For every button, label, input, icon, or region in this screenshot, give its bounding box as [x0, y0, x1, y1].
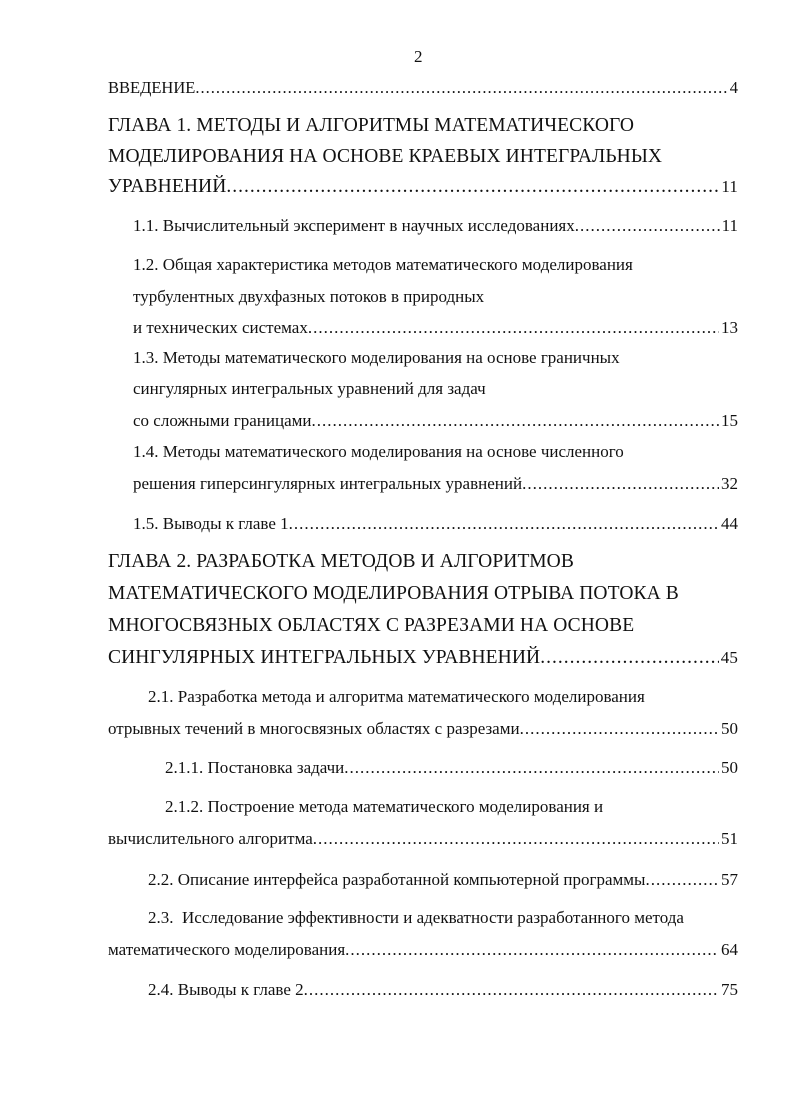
toc-title: 2.2. Описание интерфейса разработанной компьютерной программы — [148, 870, 646, 889]
toc-title: решения гиперсингулярных интегральных уравнений — [133, 474, 523, 493]
toc-entry-1-4[interactable] — [133, 473, 738, 495]
toc-title: СИНГУЛЯРНЫХ ИНТЕГРАЛЬНЫХ УРАВНЕНИЙ — [108, 647, 541, 668]
toc-page: 44 — [721, 514, 738, 533]
toc-entry-2-4[interactable] — [148, 979, 738, 1001]
dot-leader — [289, 513, 719, 535]
toc-title: со сложными границами — [133, 411, 312, 430]
toc-line: сингулярных интегральных уравнений для задач — [133, 379, 486, 398]
toc-entry-chapter-1[interactable] — [108, 176, 738, 198]
toc-entry-2-3[interactable] — [108, 939, 738, 961]
toc-entry-2-2[interactable] — [148, 869, 738, 891]
toc-page: 45 — [720, 648, 738, 667]
toc-title: математического моделирования — [108, 940, 346, 959]
toc-page: 11 — [721, 177, 738, 196]
toc-entry-2-1-2[interactable] — [108, 828, 738, 850]
toc-title: 2.1.1. Постановка задачи — [165, 758, 345, 777]
toc-page: 13 — [721, 318, 738, 337]
toc-line: 1.3. Методы математического моделирования на основе граничных — [133, 348, 620, 367]
dot-leader — [304, 979, 719, 1001]
toc-page: 75 — [721, 980, 738, 999]
toc-page: 4 — [729, 78, 738, 97]
toc-page: 50 — [721, 719, 738, 738]
toc-entry-1-3[interactable] — [133, 410, 738, 432]
toc-title: 1.5. Выводы к главе 1 — [133, 514, 289, 533]
toc-line: 2.3. Исследование эффективности и адекватности разработанного метода — [148, 908, 684, 927]
toc-line: 1.2. Общая характеристика методов математического моделирования — [133, 255, 633, 274]
toc-line: 1.4. Методы математического моделирования на основе численного — [133, 442, 624, 461]
dot-leader — [344, 757, 719, 779]
toc-page: 32 — [721, 474, 738, 493]
toc-line: МОДЕЛИРОВАНИЯ НА ОСНОВЕ КРАЕВЫХ ИНТЕГРАЛЬНЫХ — [108, 146, 663, 167]
toc-entry-chapter-2[interactable] — [108, 647, 738, 669]
toc-entry-1-5[interactable] — [133, 513, 738, 535]
toc-title: отрывных течений в многосвязных областях с разрезами — [108, 719, 520, 738]
dot-leader — [226, 176, 719, 198]
toc-line: 2.1.2. Построение метода математического моделирования и — [165, 797, 604, 816]
dot-leader — [520, 718, 719, 740]
dot-leader — [540, 647, 719, 669]
toc-title: вычислительного алгоритма — [108, 829, 313, 848]
toc-page: 15 — [721, 411, 738, 430]
toc-page: 11 — [721, 216, 738, 235]
toc-entry-1-1[interactable] — [133, 215, 738, 237]
dot-leader — [308, 317, 719, 339]
toc-page: 51 — [721, 829, 738, 848]
dot-leader — [195, 77, 727, 99]
toc-page: 50 — [721, 758, 738, 777]
toc-title: 1.1. Вычислительный эксперимент в научных исследованиях — [133, 216, 575, 235]
toc-page: 64 — [721, 940, 738, 959]
toc-title: УРАВНЕНИЙ — [108, 176, 227, 197]
toc-line: МАТЕМАТИЧЕСКОГО МОДЕЛИРОВАНИЯ ОТРЫВА ПОТОКА В — [108, 583, 679, 604]
toc-line: ГЛАВА 1. МЕТОДЫ И АЛГОРИТМЫ МАТЕМАТИЧЕСКОГО — [108, 115, 635, 136]
toc-line: турбулентных двухфазных потоков в природных — [133, 287, 485, 306]
toc-entry-2-1-1[interactable] — [165, 757, 738, 779]
dot-leader — [345, 939, 719, 961]
dot-leader — [311, 410, 719, 432]
toc-line: 2.1. Разработка метода и алгоритма математического моделирования — [148, 687, 645, 706]
dot-leader — [575, 215, 720, 237]
toc-page: 57 — [721, 870, 738, 889]
toc-entry-1-2[interactable] — [133, 317, 738, 339]
toc-title: и технических системах — [133, 318, 308, 337]
toc-title: 2.4. Выводы к главе 2 — [148, 980, 304, 999]
page-number: 2 — [414, 47, 423, 66]
toc-line: МНОГОСВЯЗНЫХ ОБЛАСТЯХ С РАЗРЕЗАМИ НА ОСНОВЕ — [108, 615, 635, 636]
toc-entry-intro[interactable] — [108, 77, 738, 99]
dot-leader — [522, 473, 719, 495]
toc-entry-2-1[interactable] — [108, 718, 738, 740]
dot-leader — [645, 869, 719, 891]
dot-leader — [313, 828, 719, 850]
toc-line: ГЛАВА 2. РАЗРАБОТКА МЕТОДОВ И АЛГОРИТМОВ — [108, 551, 574, 572]
toc-title: ВВЕДЕНИЕ — [108, 78, 196, 97]
